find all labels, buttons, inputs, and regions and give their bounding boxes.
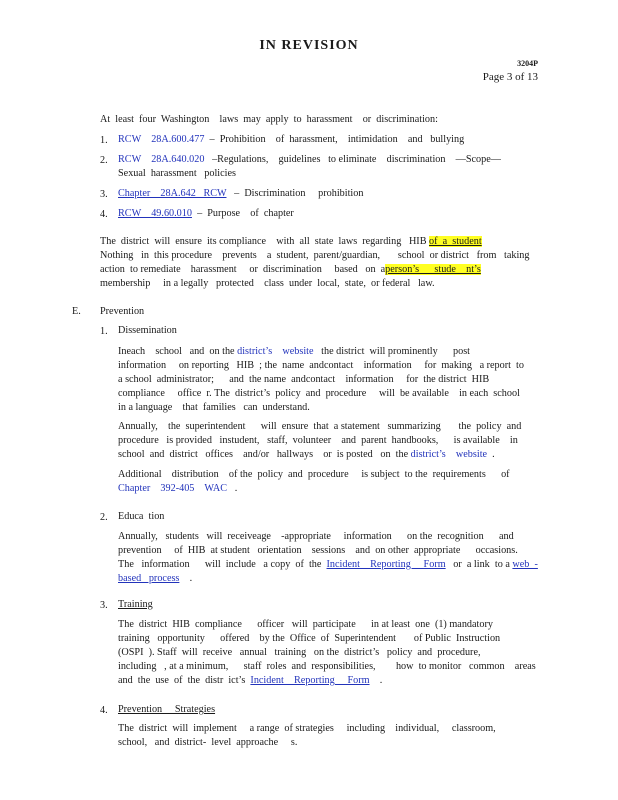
paragraph-line: Annually, the superintendent will ensure that a statement summarizing the policy and <box>118 421 522 432</box>
paragraph-line <box>118 448 495 462</box>
paragraph-line: (OSPI ). Staff will receive annual training on the district’s policy and procedure, <box>118 647 481 658</box>
body-text: The information will include a copy of the <box>118 559 327 570</box>
body-text: school and district offices and/or hallways or is posted on the <box>118 449 411 460</box>
paragraph-line: Annually, students will receiveage -appropriate information on the recognition and <box>118 531 514 542</box>
law-number: 4. <box>100 209 108 220</box>
paragraph-line <box>118 482 237 496</box>
compliance-paragraph-line <box>100 235 482 249</box>
paragraph-line: in a language that families can understand. <box>118 402 310 413</box>
law-reference-link[interactable]: Chapter 28A.642 RCW <box>118 188 227 199</box>
wac-chapter-link[interactable]: Chapter 392-405 WAC <box>118 483 228 494</box>
body-text: and the use of the distr ict’s <box>118 675 251 686</box>
web-based-process-link[interactable]: based process <box>118 573 180 584</box>
body-text: . <box>369 675 383 686</box>
paragraph-line: procedure is provided instudent, staff, volunteer and parent handbooks, is available in <box>118 435 518 446</box>
law-reference-link[interactable]: RCW 28A.640.020 <box>118 154 205 165</box>
policy-number: 3204P <box>517 59 538 68</box>
paragraph-line: a school administrator; and the name andcontact information for the district HIB <box>118 374 490 385</box>
compliance-paragraph-line: membership in a legally protected class under local, state, or federal law. <box>100 278 435 289</box>
highlighted-insertion: person’s stude nt’s <box>385 264 481 275</box>
law-description: – Purpose of chapter <box>191 208 294 219</box>
item-number: 4. <box>100 705 108 716</box>
law-item <box>118 187 363 201</box>
compliance-text: action to remediate harassment or discrimination based on a <box>100 264 386 275</box>
item-number: 3. <box>100 600 108 611</box>
paragraph-line <box>118 558 538 572</box>
law-description-continued: Sexual harassment policies <box>118 168 236 179</box>
compliance-paragraph-line: Nothing in this procedure prevents a student, parent/guardian, school or district from taking <box>100 250 530 261</box>
paragraph-line: training opportunity offered by the Office of Superintendent of Public Instruction <box>118 633 501 644</box>
highlighted-insertion: of a student <box>429 236 482 247</box>
item-number: 2. <box>100 512 108 523</box>
item-heading: Educa tion <box>118 511 165 522</box>
law-item <box>118 207 294 221</box>
body-text: or a link to a <box>445 559 513 570</box>
web-based-process-link[interactable]: web - <box>512 559 538 570</box>
compliance-text: The district will ensure its compliance with all state laws regarding HIB <box>100 236 430 247</box>
paragraph-line: compliance office r. The district’s policy and procedure will be available in each school <box>118 388 520 399</box>
law-number: 2. <box>100 155 108 166</box>
item-heading: Prevention Strategies <box>118 704 216 715</box>
paragraph-line <box>118 345 470 359</box>
paragraph-line: including , at a minimum, staff roles and responsibilities, how to monitor common areas <box>118 661 536 672</box>
body-text: . <box>487 449 495 460</box>
paragraph-line: information on reporting HIB ; the name andcontact information for making a report to <box>118 360 524 371</box>
paragraph-line: The district will implement a range of strategies including individual, classroom, <box>118 723 496 734</box>
paragraph-line: school, and district- level approache s. <box>118 737 298 748</box>
law-description: – Prohibition of harassment, intimidation and bullying <box>204 134 465 145</box>
district-website-link[interactable]: district’s website <box>237 346 314 357</box>
district-website-link[interactable]: district’s website <box>410 449 488 460</box>
law-number: 3. <box>100 189 108 200</box>
page-number: Page 3 of 13 <box>482 71 538 83</box>
incident-reporting-form-link[interactable]: Incident Reporting Form <box>326 559 446 570</box>
item-heading: Training <box>118 599 153 610</box>
paragraph-line <box>118 572 192 586</box>
law-number: 1. <box>100 135 108 146</box>
section-heading: Prevention <box>100 306 145 317</box>
law-description: –Regulations, guidelines to eliminate discrimination —Scope— <box>204 154 501 165</box>
paragraph-line <box>118 674 382 688</box>
compliance-paragraph-line <box>100 263 481 277</box>
item-heading: Dissemination <box>118 325 177 336</box>
paragraph-line: prevention of HIB at student orientation sessions and on other appropriate occasions. <box>118 545 518 556</box>
law-description: – Discrimination prohibition <box>226 188 364 199</box>
incident-reporting-form-link[interactable]: Incident Reporting Form <box>250 675 370 686</box>
body-text: Ineach school and on the <box>118 346 238 357</box>
paragraph-line: Additional distribution of the policy and procedure is subject to the requirements of <box>118 469 510 480</box>
law-reference-link[interactable]: RCW 49.60.010 <box>118 208 192 219</box>
laws-intro: At least four Washington laws may apply to harassment or discrimination: <box>100 114 438 125</box>
item-number: 1. <box>100 326 108 337</box>
paragraph-line: The district HIB compliance officer will participate in at least one (1) mandatory <box>118 619 493 630</box>
law-item <box>118 153 501 167</box>
body-text: . <box>227 483 238 494</box>
section-letter: E. <box>72 306 81 317</box>
body-text: . <box>179 573 193 584</box>
body-text: the district will prominently post <box>313 346 470 357</box>
law-item <box>118 133 464 147</box>
law-reference-link[interactable]: RCW 28A.600.477 <box>118 134 205 145</box>
document-title: IN REVISION <box>259 38 359 53</box>
